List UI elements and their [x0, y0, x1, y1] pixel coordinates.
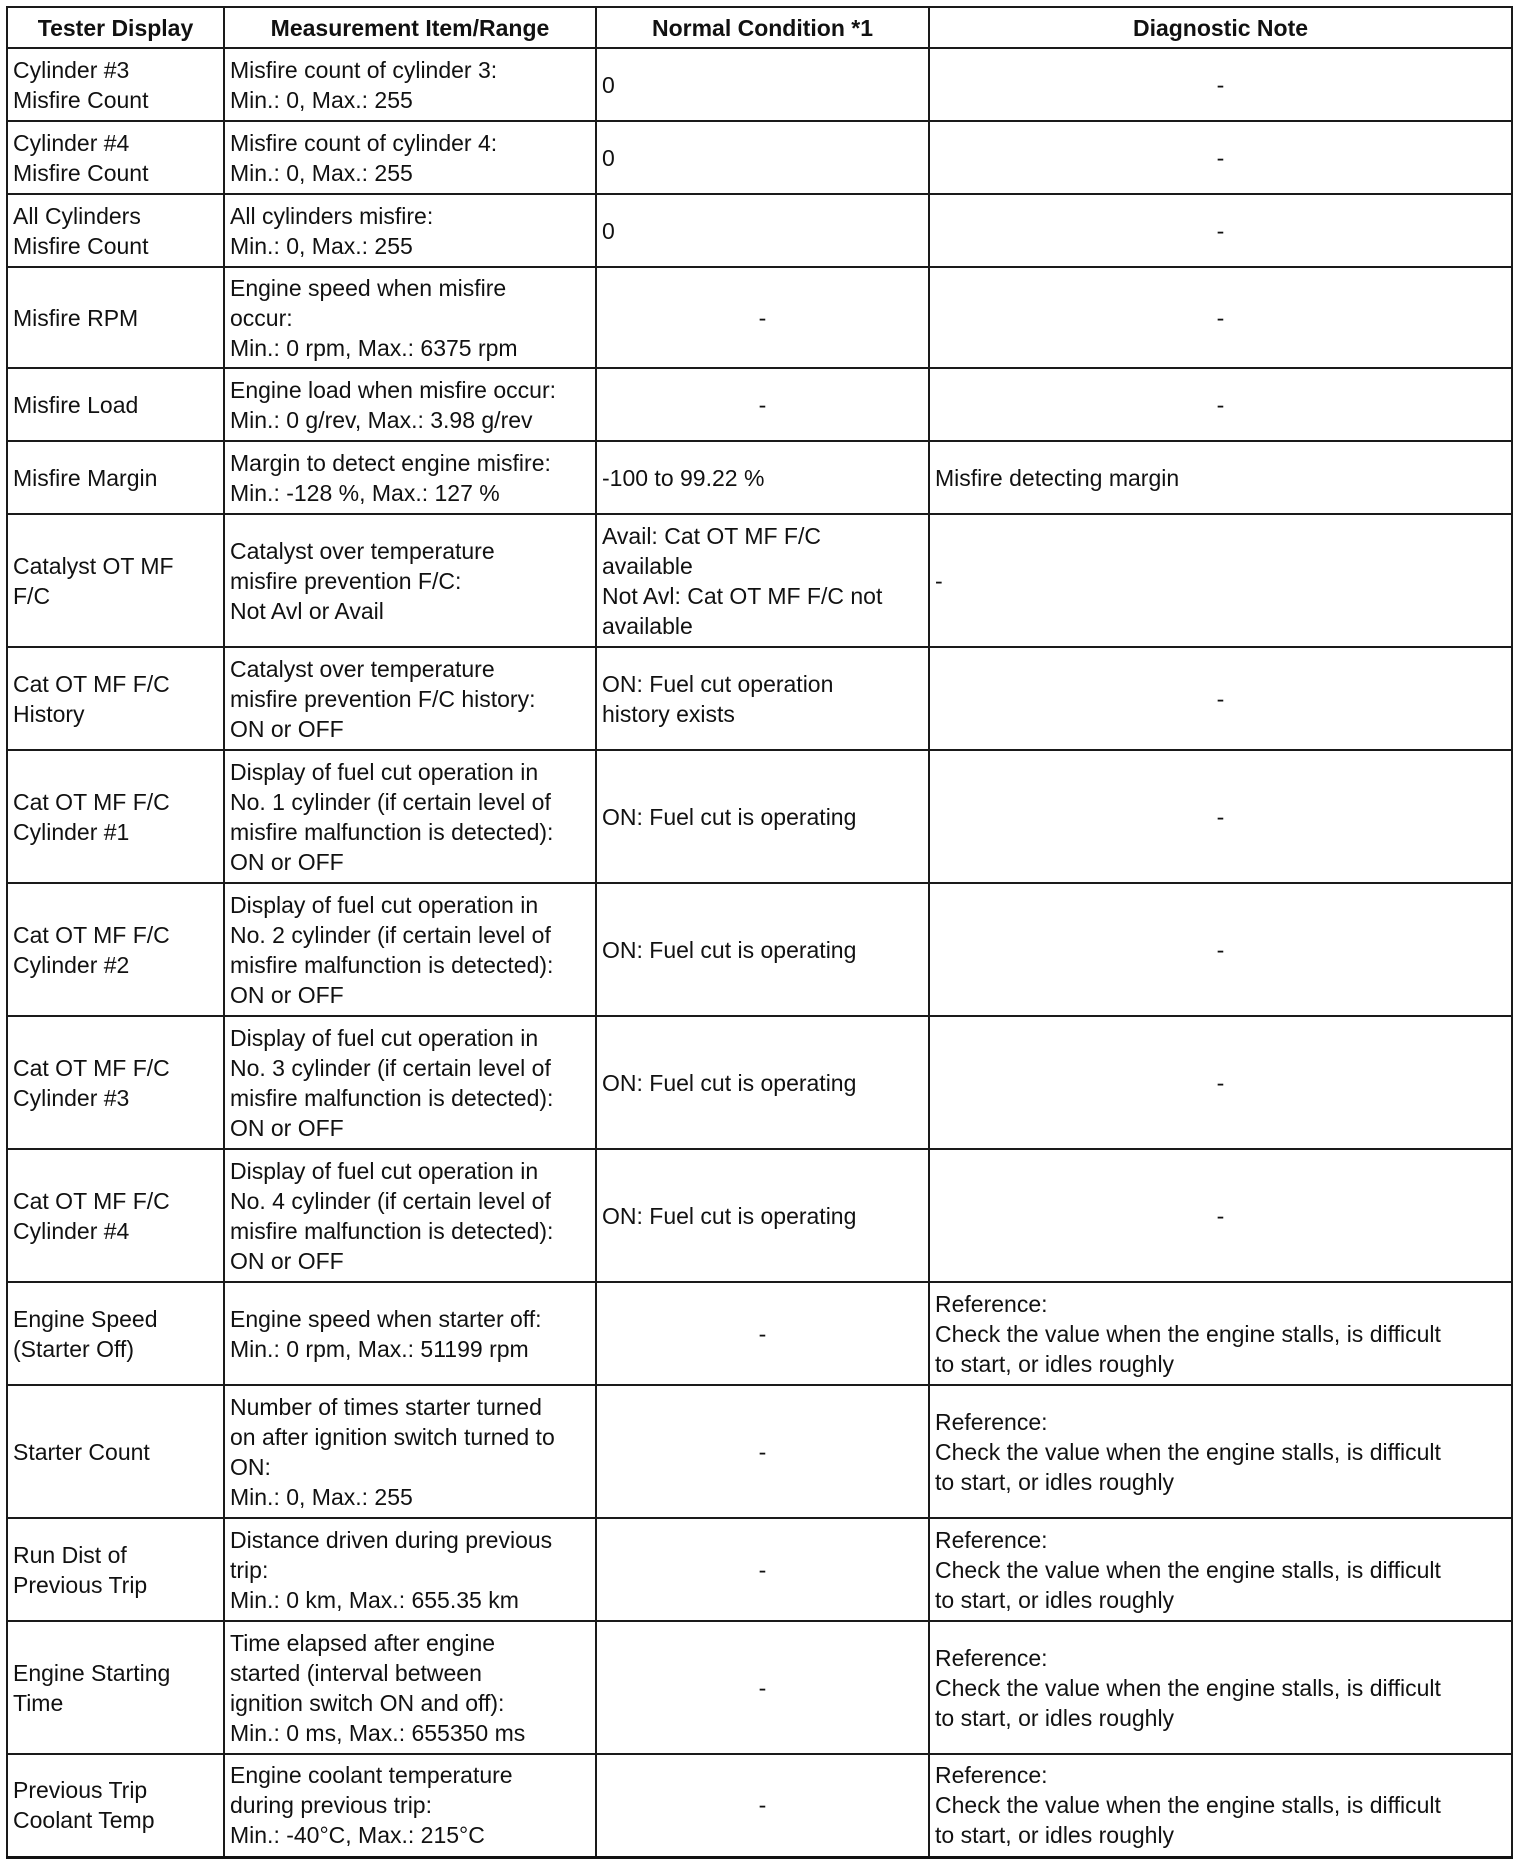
- diagnostic-note-cell: -: [929, 1149, 1512, 1282]
- table-row: [7, 368, 1512, 441]
- table-body: [7, 48, 1512, 1857]
- measurement-item-cell: Margin to detect engine misfire: Min.: -128 %, Max.: 127 %: [224, 441, 596, 514]
- normal-condition-cell: ON: Fuel cut is operating: [596, 883, 929, 1016]
- normal-condition-cell: -: [596, 368, 929, 441]
- tester-display-cell: Misfire RPM: [7, 267, 224, 368]
- tester-display-cell: Run Dist of Previous Trip: [7, 1518, 224, 1621]
- measurement-item-cell: Engine speed when misfire occur: Min.: 0 rpm, Max.: 6375 rpm: [224, 267, 596, 368]
- header-diagnostic-note: Diagnostic Note: [929, 7, 1512, 48]
- normal-condition-cell: -: [596, 1621, 929, 1754]
- tester-display-cell: Engine Starting Time: [7, 1621, 224, 1754]
- table-row: [7, 883, 1512, 1016]
- normal-condition-cell: -: [596, 1385, 929, 1518]
- table-row: [7, 1149, 1512, 1282]
- diagnostic-note-cell: Reference: Check the value when the engine stalls, is difficult to start, or idles roughly: [929, 1282, 1512, 1385]
- tester-display-cell: Catalyst OT MF F/C: [7, 514, 224, 647]
- measurement-item-cell: Misfire count of cylinder 3: Min.: 0, Max.: 255: [224, 48, 596, 121]
- normal-condition-cell: ON: Fuel cut is operating: [596, 1016, 929, 1149]
- diagnostic-note-cell: -: [929, 48, 1512, 121]
- diagnostic-note-cell: Reference: Check the value when the engine stalls, is difficult to start, or idles roughly: [929, 1518, 1512, 1621]
- diagnostic-note-cell: -: [929, 368, 1512, 441]
- tester-display-cell: Cat OT MF F/C History: [7, 647, 224, 750]
- table-row: [7, 441, 1512, 514]
- tester-display-cell: Cat OT MF F/C Cylinder #2: [7, 883, 224, 1016]
- measurement-item-cell: Display of fuel cut operation in No. 3 cylinder (if certain level of misfire malfunction is detected): ON or OFF: [224, 1016, 596, 1149]
- measurement-item-cell: Distance driven during previous trip: Min.: 0 km, Max.: 655.35 km: [224, 1518, 596, 1621]
- table-row: [7, 1385, 1512, 1518]
- normal-condition-cell: 0: [596, 48, 929, 121]
- normal-condition-cell: -: [596, 1754, 929, 1857]
- tester-display-cell: Cylinder #3 Misfire Count: [7, 48, 224, 121]
- tester-display-cell: Previous Trip Coolant Temp: [7, 1754, 224, 1857]
- normal-condition-cell: -100 to 99.22 %: [596, 441, 929, 514]
- diagnostic-note-cell: Misfire detecting margin: [929, 441, 1512, 514]
- table-row: [7, 1016, 1512, 1149]
- normal-condition-cell: ON: Fuel cut operation history exists: [596, 647, 929, 750]
- measurement-item-cell: Number of times starter turned on after ignition switch turned to ON: Min.: 0, Max.: 255: [224, 1385, 596, 1518]
- diagnostic-note-cell: Reference: Check the value when the engine stalls, is difficult to start, or idles roughly: [929, 1385, 1512, 1518]
- measurement-item-cell: Catalyst over temperature misfire prevention F/C: Not Avl or Avail: [224, 514, 596, 647]
- data-list-table: [6, 6, 1513, 1859]
- measurement-item-cell: Engine load when misfire occur: Min.: 0 g/rev, Max.: 3.98 g/rev: [224, 368, 596, 441]
- measurement-item-cell: Time elapsed after engine started (interval between ignition switch ON and off): Min.: 0 ms, Max.: 655350 ms: [224, 1621, 596, 1754]
- measurement-item-cell: Catalyst over temperature misfire prevention F/C history: ON or OFF: [224, 647, 596, 750]
- diagnostic-note-cell: -: [929, 514, 1512, 647]
- tester-display-cell: Engine Speed (Starter Off): [7, 1282, 224, 1385]
- diagnostic-note-cell: -: [929, 647, 1512, 750]
- measurement-item-cell: Display of fuel cut operation in No. 4 cylinder (if certain level of misfire malfunction is detected): ON or OFF: [224, 1149, 596, 1282]
- tester-display-cell: Cylinder #4 Misfire Count: [7, 121, 224, 194]
- diagnostic-note-cell: -: [929, 750, 1512, 883]
- header-normal-condition: Normal Condition *1: [596, 7, 929, 48]
- table-row: [7, 1621, 1512, 1754]
- tester-display-cell: Cat OT MF F/C Cylinder #3: [7, 1016, 224, 1149]
- normal-condition-cell: ON: Fuel cut is operating: [596, 1149, 929, 1282]
- measurement-item-cell: All cylinders misfire: Min.: 0, Max.: 255: [224, 194, 596, 267]
- diagnostic-note-cell: Reference: Check the value when the engine stalls, is difficult to start, or idles roughly: [929, 1754, 1512, 1857]
- normal-condition-cell: -: [596, 267, 929, 368]
- measurement-item-cell: Engine coolant temperature during previous trip: Min.: -40°C, Max.: 215°C: [224, 1754, 596, 1857]
- normal-condition-cell: -: [596, 1518, 929, 1621]
- table-row: [7, 1754, 1512, 1857]
- measurement-item-cell: Display of fuel cut operation in No. 1 cylinder (if certain level of misfire malfunction is detected): ON or OFF: [224, 750, 596, 883]
- header-measurement-item: Measurement Item/Range: [224, 7, 596, 48]
- table-row: [7, 48, 1512, 121]
- table-row: [7, 121, 1512, 194]
- tester-display-cell: Misfire Margin: [7, 441, 224, 514]
- table-row: [7, 1518, 1512, 1621]
- normal-condition-cell: 0: [596, 194, 929, 267]
- diagnostic-note-cell: -: [929, 121, 1512, 194]
- table-row: [7, 194, 1512, 267]
- tester-display-cell: All Cylinders Misfire Count: [7, 194, 224, 267]
- normal-condition-cell: 0: [596, 121, 929, 194]
- header-tester-display: Tester Display: [7, 7, 224, 48]
- table-row: [7, 514, 1512, 647]
- measurement-item-cell: Engine speed when starter off: Min.: 0 rpm, Max.: 51199 rpm: [224, 1282, 596, 1385]
- header-row: [7, 7, 1512, 48]
- diagnostic-note-cell: Reference: Check the value when the engine stalls, is difficult to start, or idles roughly: [929, 1621, 1512, 1754]
- normal-condition-cell: -: [596, 1282, 929, 1385]
- diagnostic-note-cell: -: [929, 883, 1512, 1016]
- tester-display-cell: Misfire Load: [7, 368, 224, 441]
- tester-display-cell: Cat OT MF F/C Cylinder #1: [7, 750, 224, 883]
- measurement-item-cell: Display of fuel cut operation in No. 2 cylinder (if certain level of misfire malfunction is detected): ON or OFF: [224, 883, 596, 1016]
- normal-condition-cell: Avail: Cat OT MF F/C available Not Avl: Cat OT MF F/C not available: [596, 514, 929, 647]
- table-row: [7, 750, 1512, 883]
- table-row: [7, 647, 1512, 750]
- normal-condition-cell: ON: Fuel cut is operating: [596, 750, 929, 883]
- tester-display-cell: Cat OT MF F/C Cylinder #4: [7, 1149, 224, 1282]
- diagnostic-note-cell: -: [929, 194, 1512, 267]
- table-row: [7, 267, 1512, 368]
- measurement-item-cell: Misfire count of cylinder 4: Min.: 0, Max.: 255: [224, 121, 596, 194]
- diagnostic-note-cell: -: [929, 1016, 1512, 1149]
- table-row: [7, 1282, 1512, 1385]
- diagnostic-note-cell: -: [929, 267, 1512, 368]
- tester-display-cell: Starter Count: [7, 1385, 224, 1518]
